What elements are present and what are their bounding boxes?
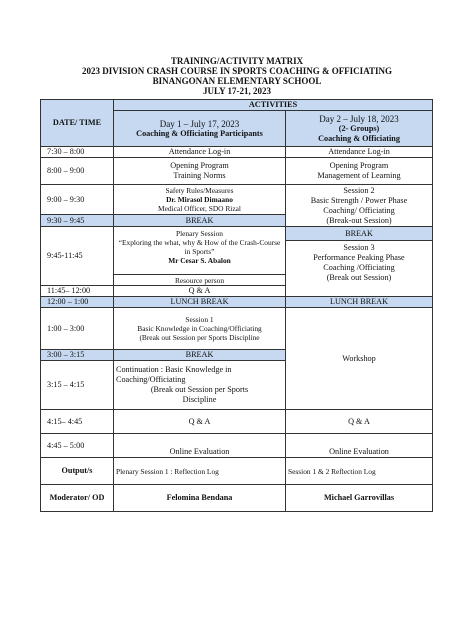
- time-cell: 11:45– 12:00: [41, 286, 114, 297]
- time-cell: 8:00 – 9:00: [41, 158, 114, 185]
- break-cell: BREAK: [114, 350, 286, 361]
- time-cell: 1:00 – 3:00: [41, 308, 114, 350]
- date-time-header: DATE/ TIME: [41, 100, 114, 147]
- activity-line: Coaching/ Officiating: [323, 205, 395, 215]
- day2-activity: [286, 241, 433, 297]
- header-dates: JULY 17-21, 2023: [202, 86, 272, 96]
- resource-person: Resource person: [114, 275, 286, 286]
- speaker-name: Dr. Mirasol Dimaano: [166, 195, 233, 204]
- day1-activity: [114, 227, 286, 275]
- activity-line: Safety Rules/Measures: [165, 186, 234, 195]
- time-cell: 9:30 – 9:45: [41, 215, 114, 227]
- activity-line: Continuation : Basic Knowledge in: [116, 365, 232, 374]
- activity-line: (Break-out Session): [326, 215, 392, 225]
- activity-line: Session 3: [343, 243, 375, 252]
- day1-title: Day 1 – July 17, 2023: [159, 118, 240, 129]
- activity-line: Performance Peaking Phase: [313, 253, 405, 262]
- day1-activity: [114, 185, 286, 215]
- document-header: [0, 56, 474, 96]
- moderator-label: Moderator/ OD: [41, 485, 114, 512]
- activities-header: ACTIVITIES: [114, 100, 433, 111]
- activity-line: Opening Program: [170, 161, 229, 170]
- time-cell: 9:00 – 9:30: [41, 185, 114, 215]
- activity-matrix-table: [40, 99, 433, 512]
- activity-line: Session 2: [343, 185, 375, 195]
- plenary-topic: “Exploring the what, why & How of the Crash-Course in Sports”: [118, 238, 281, 256]
- day2-activity: Attendance Log-in: [286, 147, 433, 158]
- activity-line: Basic Knowledge in Coaching/Officiating: [137, 324, 262, 333]
- time-cell: 9:45-11:45: [41, 227, 114, 286]
- time-cell: 3:00 – 3:15: [41, 350, 114, 361]
- break-cell: BREAK: [286, 227, 433, 241]
- day1-header: [114, 111, 286, 147]
- day2-activity: [286, 185, 433, 227]
- speaker-name: Mr Cesar S. Abalon: [168, 256, 231, 265]
- activity-line: Discipline: [182, 395, 217, 404]
- day2-subtitle: Coaching & Officiating: [318, 133, 400, 143]
- lunch-cell: LUNCH BREAK: [114, 297, 286, 308]
- activity-line: Basic Strength / Power Phase: [310, 195, 408, 205]
- day1-activity: Attendance Log-in: [114, 147, 286, 158]
- day1-activity: [114, 308, 286, 350]
- activity-line: Management of Learning: [317, 171, 401, 180]
- day2-activity: [286, 158, 433, 185]
- day2-groups: (2- Groups): [338, 123, 380, 133]
- day1-activity: [114, 158, 286, 185]
- time-cell: 3:15 – 4:15: [41, 361, 114, 410]
- outputs-label: Output/s: [41, 458, 114, 485]
- activity-line: (Break out Session per Sports: [150, 385, 249, 394]
- break-cell: BREAK: [114, 215, 286, 227]
- activity-line: Coaching/Officiating: [116, 375, 186, 384]
- activity-line: (Break out Session): [326, 273, 392, 282]
- time-cell: 4:15– 4:45: [41, 410, 114, 434]
- time-cell: 12:00 – 1:00: [41, 297, 114, 308]
- day2-header: [286, 111, 433, 147]
- day2-moderator: Michael Garrovillas: [286, 485, 433, 512]
- lunch-cell: LUNCH BREAK: [286, 297, 433, 308]
- speaker-title: Medical Officer, SDO Rizal: [158, 204, 241, 213]
- day2-activity: Workshop: [286, 308, 433, 410]
- day1-activity: Q & A: [114, 410, 286, 434]
- activity-line: (Break out Session per Sports Discipline: [139, 333, 260, 342]
- day2-activity: Q & A: [286, 410, 433, 434]
- header-event: 2023 DIVISION CRASH COURSE IN SPORTS COACHING & OFFICIATING: [81, 66, 393, 76]
- header-title: TRAINING/ACTIVITY MATRIX: [170, 56, 304, 66]
- activity-line: Session 1: [185, 315, 214, 324]
- time-cell: 7:30 – 8:00: [41, 147, 114, 158]
- activity-line: Plenary Session: [175, 229, 223, 238]
- day1-output: Plenary Session 1 : Reflection Log: [114, 458, 286, 485]
- day2-activity: Online Evaluation: [286, 434, 433, 458]
- time-cell: 4:45 – 5:00: [41, 434, 114, 458]
- day1-moderator: Felomina Bendana: [114, 485, 286, 512]
- day1-activity: [114, 361, 286, 410]
- day1-activity: Online Evaluation: [114, 434, 286, 458]
- activity-line: Training Norms: [173, 171, 226, 180]
- activity-line: Opening Program: [329, 161, 389, 170]
- activity-line: Coaching /Officiating: [323, 263, 395, 272]
- day2-output: Session 1 & 2 Reflection Log: [286, 458, 433, 485]
- header-venue: BINANGONAN ELEMENTARY SCHOOL: [152, 76, 322, 86]
- day1-subtitle: Coaching & Officiating Participants: [136, 128, 263, 138]
- day2-title: Day 2 – July 18, 2023: [319, 113, 399, 124]
- day1-activity: Q & A: [114, 286, 286, 297]
